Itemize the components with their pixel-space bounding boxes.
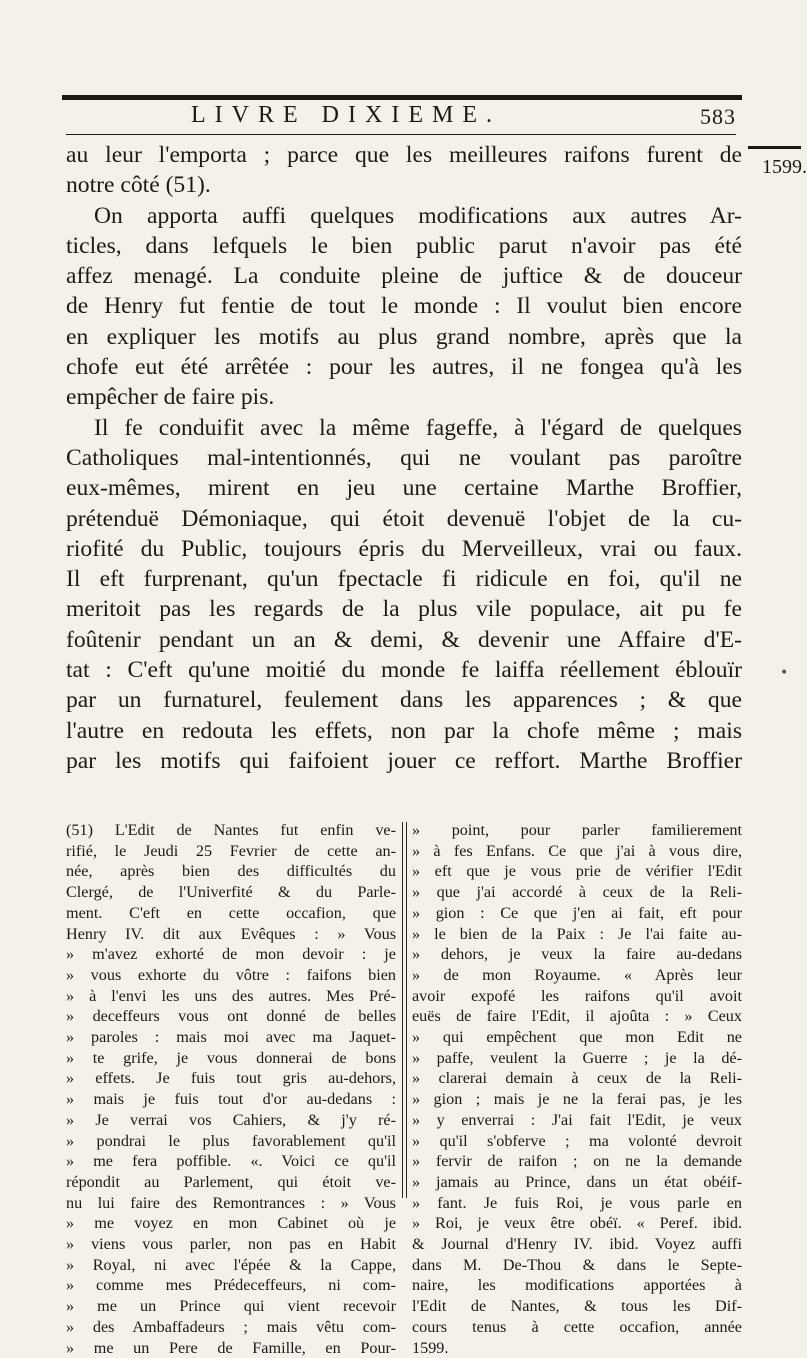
footnote-line: » Roi, je veux être obéï. « Peref. ibid. [412,1214,742,1233]
body-text-line: affez menagé. La conduite pleine de juftice & de douceur [66,263,742,290]
footnote-line: » mais je fuis tout d'or au-dedans : [66,1090,396,1109]
running-head [66,100,736,132]
footnote-line: naire, les modifications apportées à [412,1276,742,1295]
footnote-line: Henry IV. dit aux Evêques : » Vous [66,924,396,943]
footnote-line: » qui empêchent que mon Edit ne [412,1028,742,1047]
footnote-line: » me un Prince qui vient recevoir [66,1297,396,1316]
footnote-line: » clarerai demain à ceux de la Reli- [412,1069,742,1088]
body-text-line: eux-mêmes, mirent en jeu une certaine Marthe Broffier, [66,475,742,502]
footnote-line: euës de faire l'Edit, il ajoûta : » Ceux [412,1007,742,1026]
main-text [66,140,742,776]
running-title: LIVRE DIXIEME. [191,102,501,128]
footnote-line: avoir expofé les raifons qu'il avoit [412,986,742,1005]
footnote-line: » viens vous parler, non pas en Habit [66,1235,396,1254]
body-text-line: ticles, dans lefquels le bien public parut n'avoir pas été [66,232,742,259]
footnote-line: (51) L'Edit de Nantes fut enfin ve- [66,821,396,839]
body-text-line: riofité du Public, toujours épris du Merveilleux, vrai ou faux. [66,535,742,562]
footnote-line: » point, pour parler familierement [412,821,742,839]
footnote-line: 1599. [412,1338,449,1357]
footnote-line: répondit au Parlement, qui étoit ve- [66,1172,396,1191]
margin-mark: • [780,665,789,681]
page-number: 583 [700,104,736,129]
body-text-line: au leur l'emporta ; parce que les meilleures raifons furent de [66,142,742,168]
footnote-line: » des Ambaffadeurs ; mais vêtu com- [66,1317,396,1336]
body-text-line: On apporta auffi quelques modifications aux autres Ar- [94,202,742,229]
footnote-line: » comme mes Prédeceffeurs, ni com- [66,1276,396,1295]
footnote-column-rule-2 [406,822,407,1198]
footnote-line: » jamais au Prince, dans un état obéif- [412,1172,742,1191]
footnote-line: » dehors, je veux la faire au-dedans [412,945,742,964]
footnote-line: & Journal d'Henry IV. ibid. Voyez auffi [412,1235,742,1254]
body-text-line: empêcher de faire pis. [66,384,275,411]
footnote-line: » à fes Enfans. Ce que j'ai à vous dire, [412,841,742,860]
body-text-line: meritoit pas les regards de la plus vile populace, ait pu fe [66,596,742,623]
body-text-line: foûtenir pendant un an & demi, & devenir une Affaire d'E- [66,626,742,653]
footnote-line: nu lui faire des Remontrances : » Vous [66,1193,396,1212]
footnote-line: cours tenus à cette occafion, année [412,1317,742,1336]
footnote-line: » Je verrai vos Cahiers, & j'y ré- [66,1110,396,1129]
footnote-line: » m'avez exhorté de mon devoir : je [66,945,396,964]
body-text-line: de Henry fut fentie de tout le monde : Il voulut bien encore [66,293,742,320]
footnote-line: » de mon Royaume. « Après leur [412,965,742,984]
footnote-line: » fant. Je fuis Roi, je vous parle en [412,1193,742,1212]
footnote-line: née, après bien des difficultés du [66,862,396,881]
footnote-line: » effets. Je fuis tout gris au-dehors, [66,1069,396,1088]
footnote-line: » me un Pere de Famille, en Pour- [66,1338,396,1357]
footnote-line: l'Edit de Nantes, & tous les Dif- [412,1297,742,1316]
body-text-line: par les motifs qui faifoient jouer ce reffort. Marthe Broffier [66,747,742,774]
footnote-column-rule [402,822,403,1198]
footnote-line: » que j'ai accordé à ceux de la Reli- [412,883,742,902]
footnote-line: ment. C'eft en cette occafion, que [66,903,396,922]
footnote-right-column [412,820,742,1358]
body-text-line: tat : C'eft qu'une moitié du monde fe laiffa réellement éblouïr [66,657,742,684]
footnote-line: » me voyez en mon Cabinet où je [66,1214,396,1233]
footnote-line: » te grife, je vous donnerai de bons [66,1048,396,1067]
body-text-line: en expliquer les motifs au plus grand nombre, après que la [66,323,742,350]
footnote-line: » paroles : mais moi avec ma Jaquet- [66,1028,396,1047]
body-text-line: notre côté (51). [66,172,211,199]
footnote-line: » pondrai le plus favorablement qu'il [66,1131,396,1150]
footnote-line: rifié, le Jeudi 25 Fevrier de cette an- [66,841,396,860]
header-thin-rule [66,134,736,135]
footnote-line: dans M. De-Thou & dans le Septe- [412,1255,742,1274]
footnote-line: Clergé, de l'Univerfité & du Parle- [66,883,396,902]
body-text-line: chofe eut été arrêtée : pour les autres, il ne fongea qu'à les [66,354,742,381]
footnote-line: » me fera poffible. «. Voici ce qu'il [66,1152,396,1171]
body-text-line: l'autre en redouta les effets, non par la chofe même ; mais [66,717,742,744]
body-text-line: par un furnaturel, feulement dans les apparences ; & que [66,687,742,714]
footnote-left-column [66,820,396,1358]
footnote-line: » eft que je vous prie de vérifier l'Edit [412,862,742,881]
footnote-line: » gion ; mais je ne la ferai pas, je les [412,1090,742,1109]
footnote-line: » qu'il s'obferve ; ma volonté devroit [412,1131,742,1150]
footnote-line: » deceffeurs vous ont donné de belles [66,1007,396,1026]
body-text-line: prétenduë Démoniaque, qui étoit devenuë l'objet de la cu- [66,505,742,532]
body-text-line: Il eft furprenant, qu'un fpectacle fi ridicule en foi, qu'il ne [66,566,742,593]
footnote-line: » y enverrai : J'ai fait l'Edit, je veux [412,1110,742,1129]
footnote-line: » paffe, veulent la Guerre ; je la dé- [412,1048,742,1067]
footnote-line: » à l'envi les uns des autres. Mes Pré- [66,986,396,1005]
margin-year: 1599. [762,156,807,178]
footnote-line: » vous exhorte du vôtre : faifons bien [66,965,396,984]
footnote-line: » gion : Ce que j'en ai fait, eft pour [412,903,742,922]
footnote-line: » le bien de la Paix : Je l'ai faite au- [412,924,742,943]
body-text-line: Il fe conduifit avec la même fageffe, à l'égard de quelques [94,414,742,441]
footnote-line: » fervir de raifon ; on ne la demande [412,1152,742,1171]
footnote-line: » Royal, ni avec l'épée & la Cappe, [66,1255,396,1274]
margin-rule [748,146,801,149]
body-text-line: Catholiques mal-intentionnés, qui ne voulant pas paroître [66,444,742,471]
